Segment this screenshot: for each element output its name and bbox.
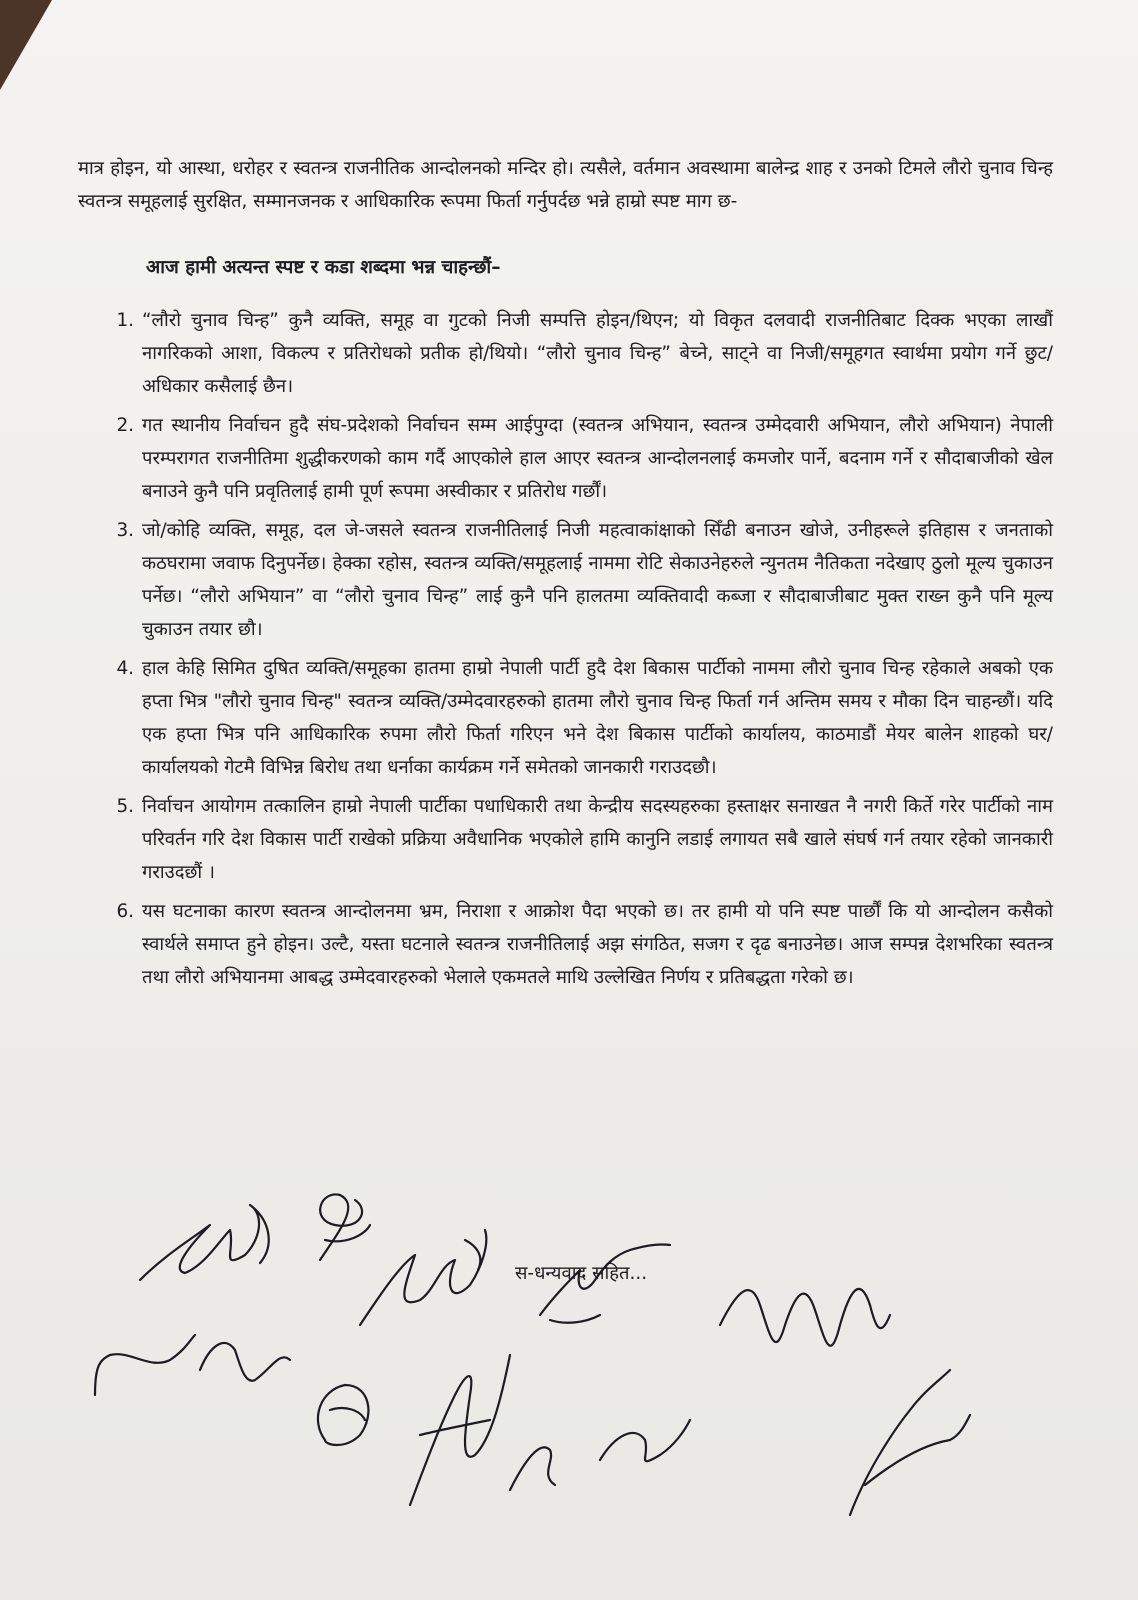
- signature-6: [410, 1355, 510, 1505]
- signature-9: [720, 1289, 890, 1346]
- signatures-block: [70, 1185, 1070, 1585]
- demands-heading: आज हामी अत्यन्त स्पष्ट र कडा शब्दमा भन्न चाहन्छौं–: [146, 257, 501, 278]
- list-item: [78, 652, 1053, 784]
- list-item-text: जो/कोहि व्यक्ति, समूह, दल जे-जसले स्वतन्त्र राजनीतिलाई निजी महत्वाकांक्षाको सिँढी बनाउन खोजे, उनीहरूले इतिहास र जनताको कठघरामा जवाफ दिनुपर्नेछ। हेक्का रहोस, स्वतन्त्र व्यक्ति/समूहलाई नाममा रोटि सेकाउनेहरुले न्युनतम नैतिकता नदेखाए ठुलो मूल्य चुकाउन पर्नेछ। “लौरो अभियान” वा “लौरो चुनाव चिन्ह” लाई कुनै पनि हालतमा व्यक्तिवादी कब्जा र सौदाबाजीबाट मुक्त राख्न कुनै पनि मूल्य चुकाउन तयार छौ।: [142, 520, 1053, 640]
- list-item-number: 1.: [116, 310, 134, 331]
- list-item-number: 2.: [116, 415, 134, 436]
- list-item-number: 6.: [116, 901, 134, 922]
- list-item: [78, 514, 1053, 646]
- signature-5: [318, 1385, 368, 1445]
- signature-8: [510, 1420, 690, 1490]
- list-item: [78, 304, 1053, 403]
- list-item: [78, 895, 1053, 994]
- demands-list: [78, 304, 1053, 994]
- list-item-number: 3.: [116, 520, 134, 541]
- signature-2: [320, 1194, 370, 1260]
- signature-7: [540, 1244, 670, 1322]
- list-item-text: यस घटनाका कारण स्वतन्त्र आन्दोलनमा भ्रम, निराशा र आक्रोश पैदा भएको छ। तर हामी यो पनि स्पष्ट पार्छौं कि यो आन्दोलन कसैको स्वार्थले समाप्त हुने होइन। उल्टै, यस्ता घटनाले स्वतन्त्र राजनीतिलाई अझ संगठित, सजग र दृढ बनाउनेछ। आज सम्पन्न देशभरिका स्वतन्त्र तथा लौरो अभियानमा आबद्ध उम्मेदवारहरुको भेलाले एकमतले माथि उल्लेखित निर्णय र प्रतिबद्धता गरेको छ।: [142, 901, 1053, 988]
- intro-paragraph: मात्र होइन, यो आस्था, धरोहर र स्वतन्त्र राजनीतिक आन्दोलनको मन्दिर हो। त्यसैले, वर्तमान अवस्थामा बालेन्द्र शाह र उनको टिमले लौरो चुनाव चिन्ह स्वतन्त्र समूहलाई सुरक्षित, सम्मानजनक र आधिकारिक रूपमा फिर्ता गर्नुपर्दछ भन्ने हाम्रो स्पष्ट माग छ-: [78, 158, 1053, 212]
- signature-1: [140, 1205, 269, 1280]
- signature-3: [360, 1230, 486, 1325]
- list-item-text: निर्वाचन आयोगम तत्कालिन हाम्रो नेपाली पार्टीका पधाधिकारी तथा केन्द्रीय सदस्यहरुका हस्ताक्षर सनाखत नै नगरी किर्ते गरेर पार्टीको नाम परिवर्तन गरि देश विकास पार्टी राखेको प्रक्रिया अवैधानिक भएकोले हामि कानुनि लडाई लगायत सबै खाले संघर्ष गर्न तयार रहेको जानकारी गराउदछौं ।: [142, 796, 1053, 883]
- list-item-number: 5.: [116, 796, 134, 817]
- list-item-text: गत स्थानीय निर्वाचन हुदै संघ-प्रदेशको निर्वाचन सम्म आईपुग्दा (स्वतन्त्र अभियान, स्वतन्त्र उम्मेदवारी अभियान, लौरो अभियान) नेपाली परम्परागत राजनीतिमा शुद्धीकरणको काम गर्दै आएकोले हाल आएर स्वतन्त्र आन्दोलनलाई कमजोर पार्ने, बदनाम गर्ने र सौदाबाजीको खेल बनाउने कुनै पनि प्रवृतिलाई हामी पूर्ण रूपमा अस्वीकार र प्रतिरोध गर्छौं।: [142, 415, 1053, 502]
- signature-10: [850, 1370, 970, 1515]
- list-item-number: 4.: [116, 658, 134, 679]
- signature-4: [95, 1335, 290, 1395]
- document-body: [78, 152, 1053, 1000]
- closing-remark: स-धन्यवाद सहित...: [515, 1263, 648, 1284]
- list-item-text: हाल केहि सिमित दुषित व्यक्ति/समूहका हातमा हाम्रो नेपाली पार्टी हुदै देश बिकास पार्टीको नाममा लौरो चुनाव चिन्ह रहेकाले अबको एक हप्ता भित्र "लौरो चुनाव चिन्ह" स्वतन्त्र व्यक्ति/उम्मेदवारहरुको हातमा लौरो चुनाव चिन्ह फिर्ता गर्न अन्तिम समय र मौका दिन चाहन्छौं। यदि एक हप्ता भित्र पनि आधिकारिक रुपमा लौरो फिर्ता गरिएन भने देश बिकास पार्टीको कार्यालय, काठमाडौं मेयर बालेन शाहको घर/कार्यालयको गेटमै विभिन्न बिरोध तथा धर्नाका कार्यक्रम गर्ने समेतको जानकारी गराउदछौ।: [142, 658, 1053, 778]
- list-item-text: “लौरो चुनाव चिन्ह” कुनै व्यक्ति, समूह वा गुटको निजी सम्पत्ति होइन/थिएन; यो विकृत दलवादी राजनीतिबाट दिक्क भएका लाखौं नागरिकको आशा, विकल्प र प्रतिरोधको प्रतीक हो/थियो। “लौरो चुनाव चिन्ह” बेच्ने, साट्ने वा निजी/समूहगत स्वार्थमा प्रयोग गर्ने छुट/अधिकार कसैलाई छैन।: [142, 310, 1053, 397]
- list-item: [78, 409, 1053, 508]
- list-item: [78, 790, 1053, 889]
- page-corner-background: [0, 0, 52, 90]
